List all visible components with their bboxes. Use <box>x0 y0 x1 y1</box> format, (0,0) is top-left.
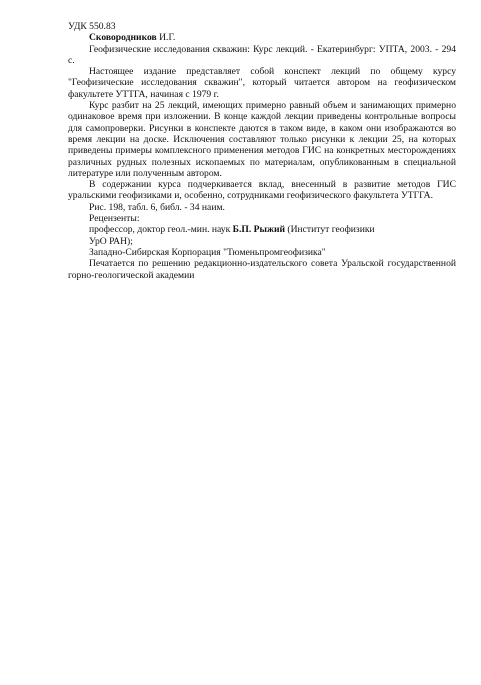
document-page <box>68 21 456 281</box>
udk-line: УДК 550.83 <box>68 21 116 32</box>
paragraph-contribution: В содержании курса подчеркивается вклад, внесенный в развитие методов ГИС уральскими геофизиками и, особенно, сотрудниками геофизического факультета УТГГА. <box>68 179 456 202</box>
paragraph-course: Курс разбит на 25 лекций, имеющих примерно равный объем и занимающих примерно одинаковое время при изложении. В конце каждой лекции приведены контрольные вопросы для самопроверки. Рисунки в конспекте даются в таком виде, в каком они изображаются во время лекции на доске. Исключения составляют только рисунки к лекции 25, на которых приведены примеры комплексного применения методов ГИС на конкретных месторождениях различных рудных полезных ископаемых по материалам, опубликованным в специальной литературе или полученным автором. <box>68 100 456 179</box>
paragraph-intro: Настоящее издание представляет собой конспект лекций по общему курсу "Геофизические исследования скважин", который читается автором на геофизическом факультете УТТГА, начиная с 1979 г. <box>68 66 456 100</box>
author-line <box>68 32 456 43</box>
reviewers-label: Рецензенты: <box>89 213 140 225</box>
reviewer-2: Западно-Сибирская Корпорация "Тюменьпромгеофизика" <box>89 246 326 258</box>
reviewer-1-post: (Институт геофизики <box>285 224 375 236</box>
stats-line: Рис. 198, табл. 6, библ. - 34 наим. <box>89 201 225 213</box>
reviewer-1-affiliation: УрО РАН); <box>89 235 133 247</box>
approval-note: Печатается по решению редакционно-издательского совета Уральской государственной горно-геологической академии <box>68 258 456 281</box>
reviewer-1-pre: профессор, доктор геол.-мин. наук <box>89 224 233 236</box>
citation: Геофизические исследования скважин: Курс лекций. - Екатеринбург: УПТА, 2003. - 294 с. <box>68 43 456 66</box>
author-surname: Сковородников <box>89 32 157 44</box>
reviewer-1 <box>68 224 456 235</box>
reviewer-1-name: Б.П. Рыжий <box>232 224 286 236</box>
author-initials: И.Г. <box>156 32 176 44</box>
